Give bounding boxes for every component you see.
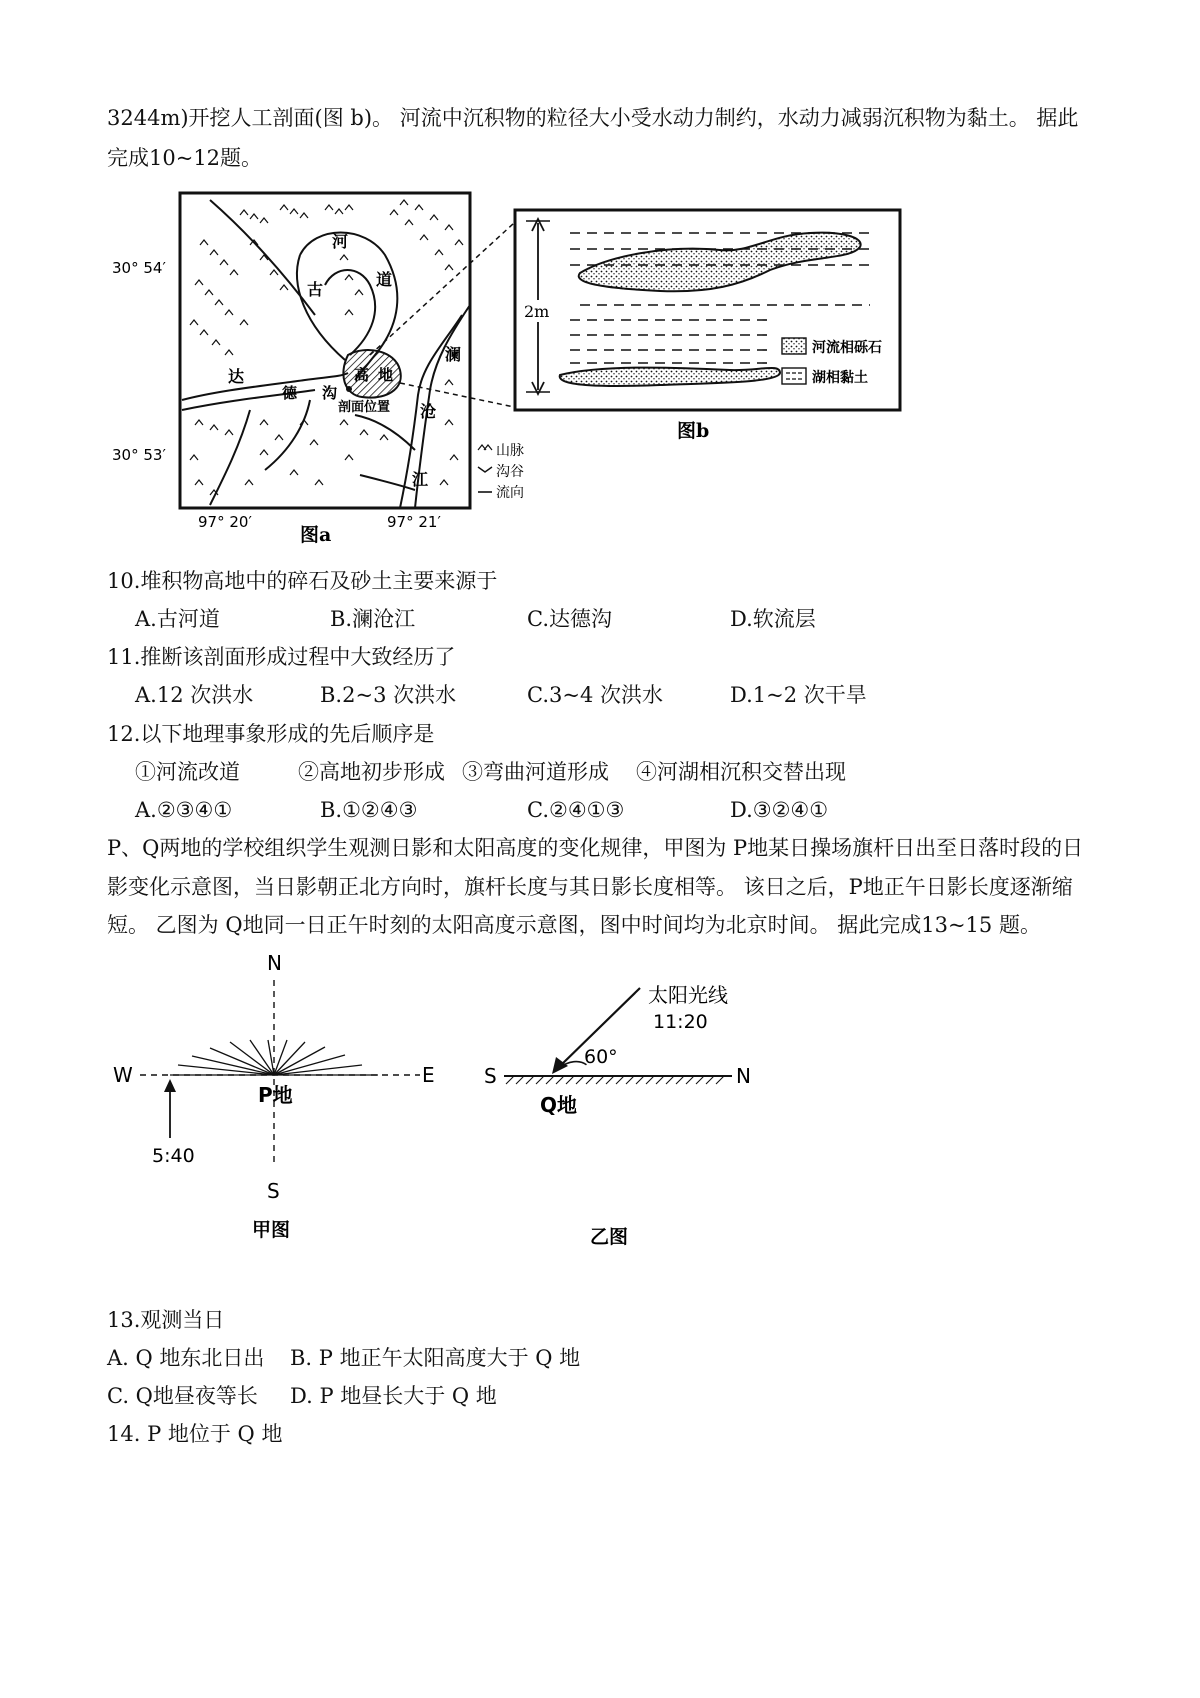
lon-right-label: 97° 21′: [387, 513, 441, 531]
map-legend: [478, 443, 524, 501]
figure-yi-caption: 乙图: [590, 1226, 629, 1248]
q13-option-b: B. P 地正午太阳高度大于 Q 地: [290, 1346, 581, 1370]
dir-s: S: [267, 1179, 280, 1203]
q10-stem: 10.堆积物高地中的碎石及砂土主要来源于: [107, 569, 498, 593]
label-gu: 古: [307, 280, 324, 299]
height-label: 2m: [524, 302, 550, 321]
figure-a-caption: 图a: [300, 524, 332, 546]
figure-b-caption: 图b: [677, 420, 710, 442]
legend-flow: 流向: [496, 485, 524, 501]
intro-line-1: 3244m)开挖人工剖面(图 b)。 河流中沉积物的粒径大小受水动力制约，水动力减弱沉积物为黏土。 据此: [107, 106, 1079, 130]
figure-jia-caption: 甲图: [252, 1219, 291, 1241]
label-jiang: 江: [412, 470, 429, 489]
q11-option-d: D.1~2 次干旱: [730, 683, 867, 707]
q12-option-d: D.③②④①: [730, 798, 829, 822]
sun-time: 11:20: [653, 1011, 708, 1033]
q13-stem: 13.观测当日: [107, 1308, 225, 1332]
q12-item-1: ①河流改道: [135, 760, 240, 784]
section-point: [346, 386, 352, 392]
dir-n: N: [267, 951, 282, 975]
lat-bottom-label: 30° 53′: [112, 446, 166, 464]
q14-stem: 14. P 地位于 Q 地: [107, 1422, 283, 1446]
q12-item-3: ③弯曲河道形成: [462, 760, 609, 784]
figure-b-section: [510, 205, 930, 445]
q12-stem: 12.以下地理事象形成的先后顺序是: [107, 722, 435, 746]
legend-gravel: 河流相砾石: [812, 340, 882, 356]
dir-w: W: [113, 1063, 133, 1087]
label-di: 地: [378, 366, 394, 384]
intro2-line-3: 短。 乙图为 Q地同一日正午时刻的太阳高度示意图，图中时间均为北京时间。 据此完成13~15 题。: [107, 913, 1041, 937]
label-cang: 沧: [420, 402, 437, 421]
q13-option-c: C. Q地昼夜等长: [107, 1384, 258, 1408]
dir-s: S: [484, 1064, 497, 1088]
q10-option-c: C.达德沟: [527, 607, 612, 631]
legend-valley: 沟谷: [496, 464, 524, 480]
lon-left-label: 97° 20′: [198, 513, 252, 531]
figure-jia: [100, 940, 460, 1250]
sun-label: 太阳光线: [648, 983, 728, 1007]
q12-option-c: C.②④①③: [527, 798, 625, 822]
intro2-line-1: P、Q两地的学校组织学生观测日影和太阳高度的变化规律，甲图为 P地某日操场旗杆日出至日落时段的日: [107, 836, 1084, 860]
label-he: 河: [332, 232, 349, 251]
q13-option-d: D. P 地昼长大于 Q 地: [290, 1384, 497, 1408]
q12-item-4: ④河湖相沉积交替出现: [636, 760, 846, 784]
angle-label: 60°: [584, 1046, 618, 1068]
label-da: 达: [228, 367, 245, 386]
q10-option-d: D.软流层: [730, 607, 816, 631]
label-gou: 沟: [322, 384, 338, 402]
q11-option-c: C.3~4 次洪水: [527, 683, 663, 707]
place-label: Q地: [540, 1093, 578, 1117]
figure-yi: [470, 960, 800, 1260]
intro-line-2: 完成10~12题。: [107, 146, 263, 170]
q12-item-2: ②高地初步形成: [298, 760, 445, 784]
figure-a-map: [100, 185, 524, 555]
label-dao: 道: [376, 270, 393, 289]
q12-option-a: A.②③④①: [135, 798, 233, 822]
q10-option-a: A.古河道: [135, 607, 220, 631]
q11-stem: 11.推断该剖面形成过程中大致经历了: [107, 645, 456, 669]
q11-option-b: B.2~3 次洪水: [320, 683, 457, 707]
lat-top-label: 30° 54′: [112, 259, 166, 277]
legend-mountain: 山脉: [496, 443, 524, 459]
q11-option-a: A.12 次洪水: [135, 683, 254, 707]
q12-option-b: B.①②④③: [320, 798, 418, 822]
dir-n: N: [736, 1064, 751, 1088]
q13-option-a: A. Q 地东北日出: [107, 1346, 265, 1370]
sunrise-time: 5:40: [152, 1145, 195, 1167]
center-label: P地: [258, 1083, 293, 1107]
label-section: 剖面位置: [338, 400, 391, 415]
dir-e: E: [422, 1063, 435, 1087]
intro2-line-2: 影变化示意图，当日影朝正北方向时，旗杆长度与其日影长度相等。 该日之后，P地正午日影长度逐渐缩: [107, 875, 1073, 899]
label-gao: 高: [354, 366, 370, 384]
q10-option-b: B.澜沧江: [330, 607, 416, 631]
label-lan: 澜: [445, 345, 462, 364]
label-de: 德: [282, 384, 298, 402]
legend-clay: 湖相黏土: [812, 370, 868, 386]
